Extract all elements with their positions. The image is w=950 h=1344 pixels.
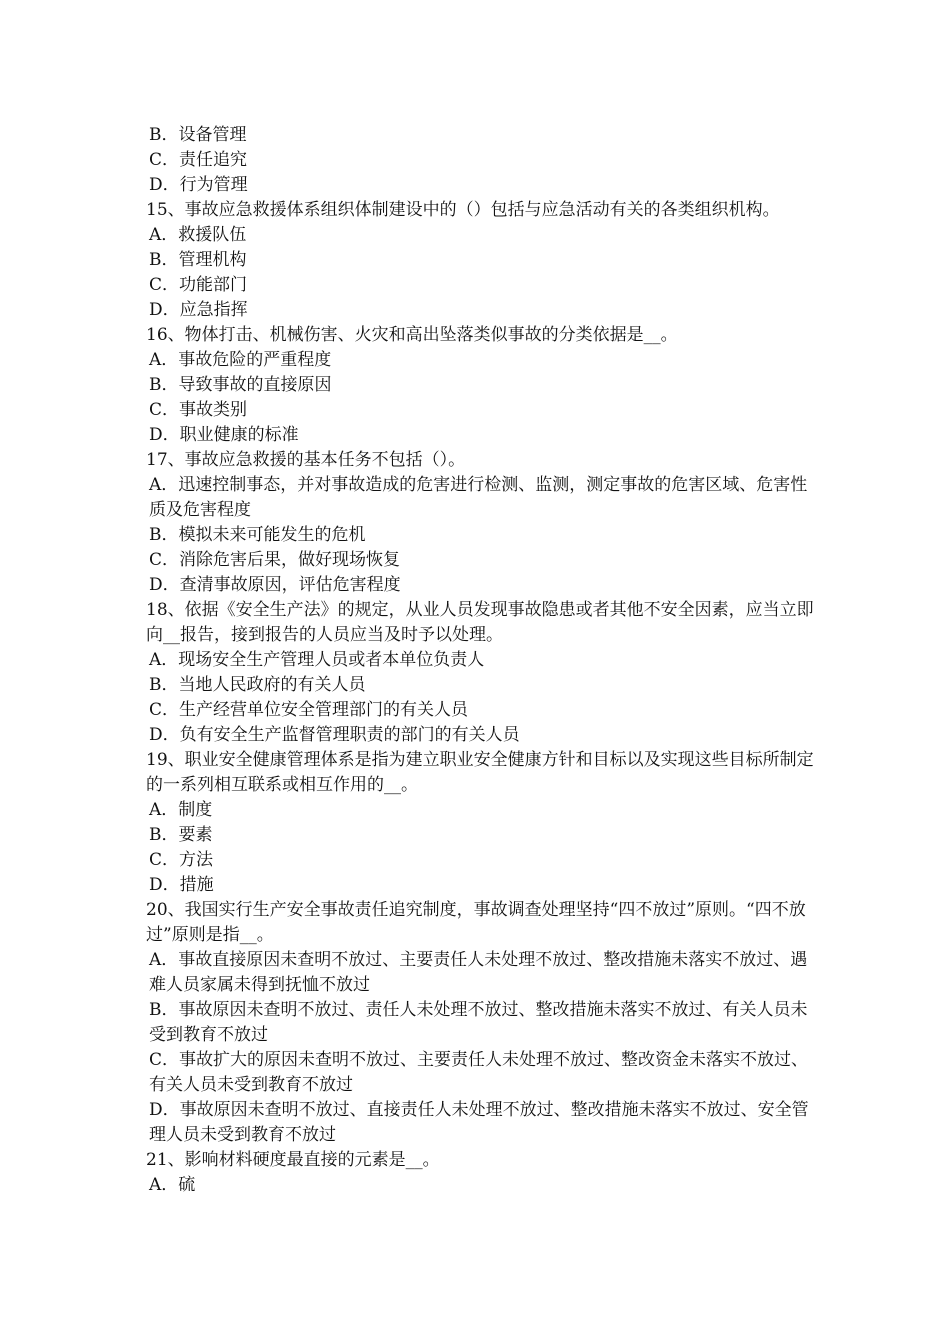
option-text: C．功能部门 — [149, 275, 248, 295]
option-text: B．设备管理 — [149, 125, 247, 145]
option-text: B．导致事故的直接原因 — [149, 375, 332, 395]
option-text: C．事故扩大的原因未查明不放过、主要责任人未处理不放过、整改资金未落实不放过、有关人员未受到教育不放过 — [149, 1050, 809, 1095]
option-text: D．行为管理 — [149, 175, 248, 195]
option-text: B．事故原因未查明不放过、责任人未处理不放过、整改措施未落实不放过、有关人员未受到教育不放过 — [149, 1000, 808, 1045]
question-text: 15、事故应急救援体系组织体制建设中的（）包括与应急活动有关的各类组织机构。 — [146, 200, 780, 220]
option-text: A．救援队伍 — [149, 225, 247, 245]
option-text: D．负有安全生产监督管理职责的部门的有关人员 — [149, 725, 520, 745]
option-text: D．职业健康的标准 — [149, 425, 299, 445]
question-text: 21、影响材料硬度最直接的元素是__。 — [146, 1150, 440, 1170]
option-text: D．查清事故原因，评估危害程度 — [149, 575, 401, 595]
document-body — [146, 123, 818, 1198]
option-text: C．方法 — [149, 850, 214, 870]
option-text: A．事故危险的严重程度 — [149, 350, 332, 370]
question-text: 16、物体打击、机械伤害、火灾和高出坠落类似事故的分类依据是__。 — [146, 325, 678, 345]
question-text: 17、事故应急救援的基本任务不包括（）。 — [146, 450, 466, 470]
option-text: D．应急指挥 — [149, 300, 248, 320]
question-text: 20、我国实行生产安全事故责任追究制度，事故调查处理坚持“四不放过”原则。“四不放过”原则是指__。 — [146, 900, 806, 945]
option-text: C．责任追究 — [149, 150, 248, 170]
question-text: 19、职业安全健康管理体系是指为建立职业安全健康方针和目标以及实现这些目标所制定的一系列相互联系或相互作用的__。 — [146, 750, 814, 795]
option-text: B．管理机构 — [149, 250, 247, 270]
option-text: C．事故类别 — [149, 400, 248, 420]
option-text: A．迅速控制事态，并对事故造成的危害进行检测、监测，测定事故的危害区域、危害性质及危害程度 — [149, 475, 808, 520]
option-text: A．制度 — [149, 800, 213, 820]
option-text: D．事故原因未查明不放过、直接责任人未处理不放过、整改措施未落实不放过、安全管理人员未受到教育不放过 — [149, 1100, 809, 1145]
option-text: A．现场安全生产管理人员或者本单位负责人 — [149, 650, 485, 670]
option-text: B．当地人民政府的有关人员 — [149, 675, 366, 695]
question-text: 18、依据《安全生产法》的规定，从业人员发现事故隐患或者其他不安全因素，应当立即向__报告，接到报告的人员应当及时予以处理。 — [146, 600, 814, 645]
option-text: C．生产经营单位安全管理部门的有关人员 — [149, 700, 469, 720]
option-text: A．事故直接原因未查明不放过、主要责任人未处理不放过、整改措施未落实不放过、遇难人员家属未得到抚恤不放过 — [149, 950, 808, 995]
option-text: B．要素 — [149, 825, 213, 845]
option-text: D．措施 — [149, 875, 214, 895]
option-text: C．消除危害后果，做好现场恢复 — [149, 550, 401, 570]
option-text: B．模拟未来可能发生的危机 — [149, 525, 366, 545]
option-text: A．硫 — [149, 1175, 196, 1195]
